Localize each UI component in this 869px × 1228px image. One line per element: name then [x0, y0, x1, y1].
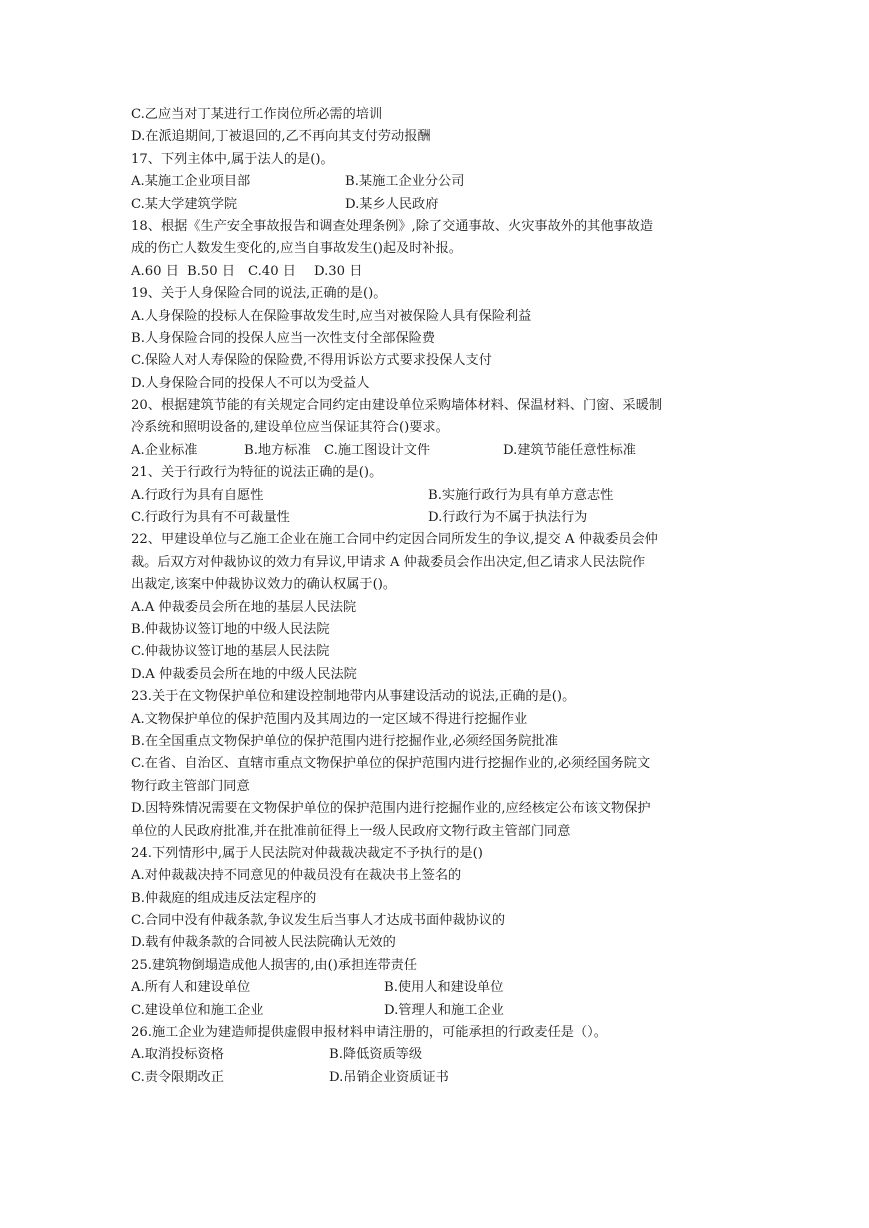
q18-stem-line-1: 18、根据《生产安全事故报告和调查处理条例》,除了交通事故、火灾事故外的其他事故造: [131, 218, 654, 234]
q22-stem-line-3: 出裁定,该案中仲裁协议效力的确认权属于()。: [131, 577, 397, 593]
q25-option-d: D.管理人和施工企业: [384, 1002, 504, 1018]
q21-option-a: A.行政行为具有自愿性: [131, 487, 264, 503]
q22-option-b: B.仲裁协议签订地的中级人民法院: [131, 621, 330, 637]
q18-options-row: [131, 261, 741, 283]
q17-options-row-2: [131, 194, 741, 216]
q22-option-d: D.A 仲裁委员会所在地的中级人民法院: [131, 666, 357, 682]
q24-stem: 24.下列情形中,属于人民法院对仲裁裁决裁定不予执行的是(): [131, 845, 483, 861]
q19-stem: 19、关于人身保险合同的说法,正确的是()。: [131, 286, 387, 302]
q22-stem-line-2: 裁。后双方对仲裁协议的效力有异议,甲请求 A 仲裁委员会作出决定,但乙请求人民法院作: [131, 554, 646, 570]
q23-option-c-line-1: C.在省、自治区、直辖市重点文物保护单位的保护范围内进行挖掘作业的,必须经国务院文: [131, 756, 651, 772]
q18-option-a: A.60 日: [131, 263, 179, 279]
q21-option-b: B.实施行政行为具有单方意志性: [428, 487, 614, 503]
q26-option-a: A.取消投标资格: [131, 1047, 224, 1063]
q26-option-d: D.吊销企业资质证书: [329, 1069, 449, 1085]
q17-option-c: C.某大学建筑学院: [131, 196, 238, 212]
q23-option-d-line-1: D.因特殊情况需要在文物保护单位的保护范围内进行挖掘作业的,应经核定公布该文物保护: [131, 801, 651, 817]
q22-stem-line-1: 22、甲建设单位与乙施工企业在施工合同中约定因合同所发生的争议,提交 A 仲裁委员会仲: [131, 532, 658, 548]
q26-option-c: C.责令限期改正: [131, 1069, 224, 1085]
q18-option-d: D.30 日: [314, 263, 363, 279]
q26-options-row-2: [131, 1067, 741, 1089]
q17-options-row-1: [131, 171, 741, 193]
q21-options-row-1: [131, 485, 741, 507]
q26-option-b: B.降低资质等级: [329, 1047, 423, 1063]
q22-option-c: C.仲裁协议签订地的基层人民法院: [131, 644, 330, 660]
q17-stem: 17、下列主体中,属于法人的是()。: [131, 151, 334, 167]
q20-option-d: D.建筑节能任意性标准: [503, 442, 636, 458]
q24-option-a: A.对仲裁裁决持不同意见的仲裁员没有在裁决书上签名的: [131, 868, 462, 884]
q19-option-a: A.人身保险的投标人在保险事故发生时,应当对被保险人具有保险利益: [131, 308, 532, 324]
q18-option-b: B.50 日: [187, 263, 236, 279]
q25-option-b: B.使用人和建设单位: [384, 980, 504, 996]
q24-option-d: D.载有仲裁条款的合同被人民法院确认无效的: [131, 935, 396, 951]
q19-option-d: D.人身保险合同的投保人不可以为受益人: [131, 375, 370, 391]
q20-options-row: [131, 440, 741, 462]
q21-options-row-2: [131, 507, 741, 529]
q24-option-b: B.仲裁庭的组成违反法定程序的: [131, 890, 317, 906]
q25-options-row-1: [131, 977, 741, 999]
q20-stem-line-1: 20、根据建筑节能的有关规定合同约定由建设单位采购墙体材料、保温材料、门窗、采暖制: [131, 398, 663, 414]
q18-stem-line-2: 成的伤亡人数发生变化的,应当自事故发生()起及时补报。: [131, 241, 462, 257]
q23-option-a: A.文物保护单位的保护范围内及其周边的一定区域不得进行挖掘作业: [131, 711, 528, 727]
q24-option-c: C.合同中没有仲裁条款,争议发生后当事人才达成书面仲裁协议的: [131, 913, 506, 929]
q17-option-a: A.某施工企业项目部: [131, 174, 251, 190]
q20-option-c: C.施工图设计文件: [324, 442, 431, 458]
q25-option-c: C.建设单位和施工企业: [131, 1002, 264, 1018]
q23-option-d-line-2: 单位的人民政府批准,并在批准前征得上一级人民政府文物行政主管部门同意: [131, 823, 571, 839]
q20-stem-line-2: 冷系统和照明设备的,建设单位应当保证其符合()要求。: [131, 420, 449, 436]
q21-option-c: C.行政行为具有不可裁量性: [131, 510, 290, 526]
q25-options-row-2: [131, 1000, 741, 1022]
q19-option-c: C.保险人对人寿保险的保险费,不得用诉讼方式要求投保人支付: [131, 353, 492, 369]
q25-option-a: A.所有人和建设单位: [131, 980, 251, 996]
document-page: [131, 104, 741, 1089]
q17-option-d: D.某乡人民政府: [345, 196, 439, 212]
q25-stem: 25.建筑物倒塌造成他人损害的,由()承担连带责任: [131, 957, 418, 973]
q22-option-a: A.A 仲裁委员会所在地的基层人民法院: [131, 599, 357, 615]
q23-option-b: B.在全国重点文物保护单位的保护范围内进行挖掘作业,必须经国务院批准: [131, 733, 558, 749]
q26-options-row-1: [131, 1044, 741, 1066]
q16-option-d: D.在派追期间,丁被退回的,乙不再向其支付劳动报酬: [131, 129, 431, 145]
q23-stem: 23.关于在文物保护单位和建设控制地带内从事建设活动的说法,正确的是()。: [131, 689, 576, 705]
q21-stem: 21、关于行政行为特征的说法正确的是()。: [131, 465, 383, 481]
q18-option-c: C.40 日: [248, 263, 296, 279]
q21-option-d: D.行政行为不属于执法行为: [428, 510, 588, 526]
q20-option-a: A.企业标准: [131, 442, 198, 458]
q26-stem: 26.施工企业为建造师提供虚假申报材料申请注册的，可能承担的行政麦任是（）。: [131, 1025, 607, 1041]
q17-option-b: B.某施工企业分公司: [345, 174, 465, 190]
q16-option-c: C.乙应当对丁某进行工作岗位所必需的培训: [131, 107, 383, 122]
q23-option-c-line-2: 物行政主管部门同意: [131, 778, 250, 794]
q20-option-b: B.地方标准: [244, 442, 311, 458]
q19-option-b: B.人身保险合同的投保人应当一次性支付全部保险费: [131, 330, 436, 346]
